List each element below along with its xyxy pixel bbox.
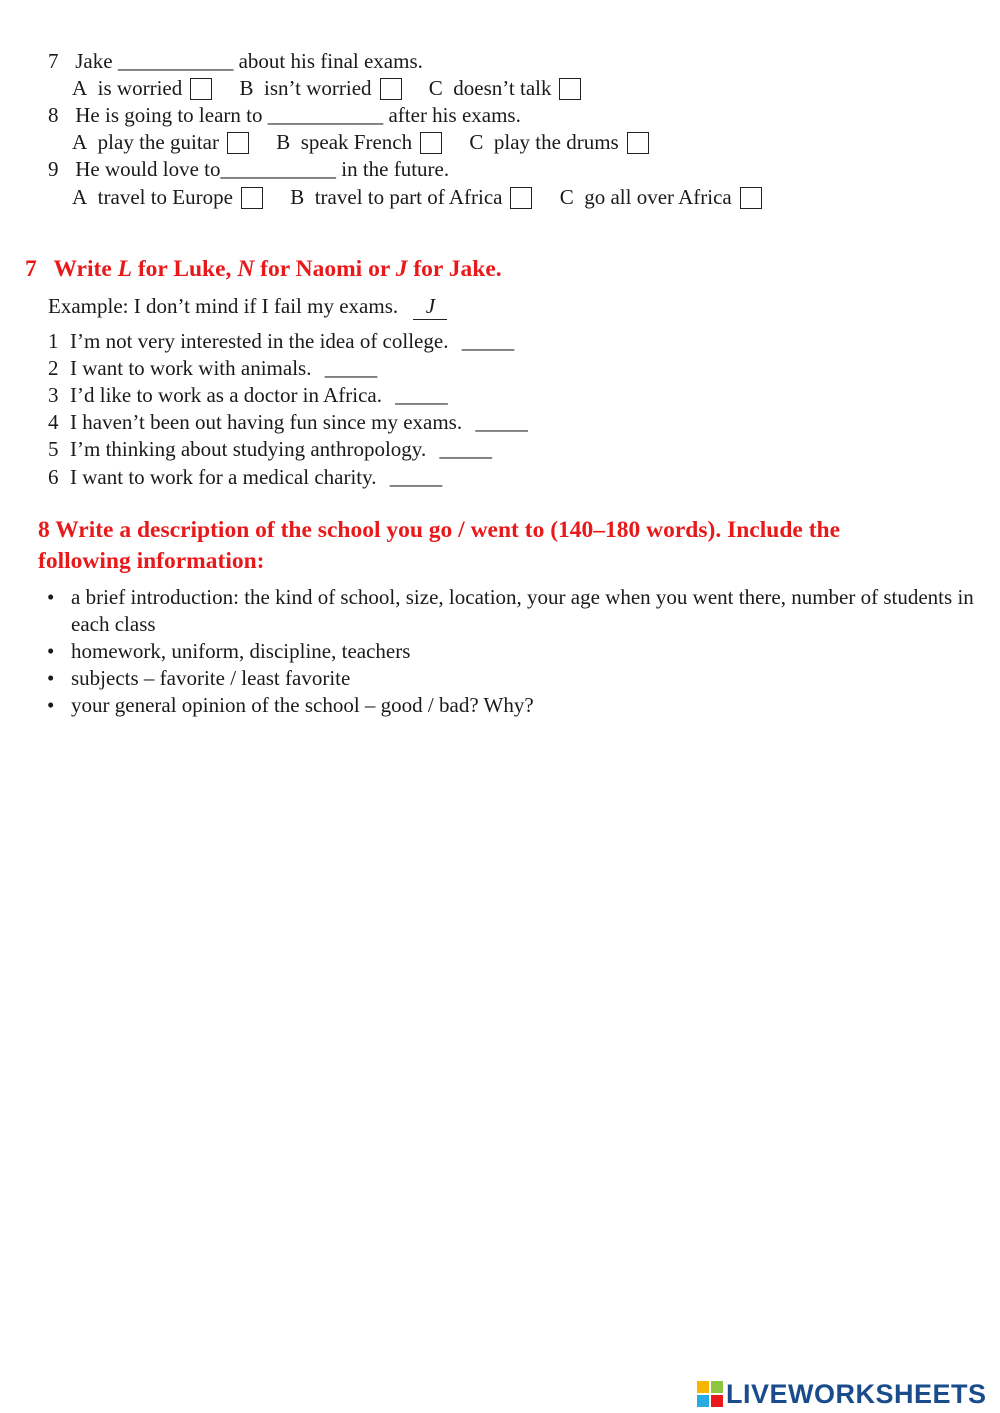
option-c-checkbox[interactable] [740,187,762,209]
option-c-checkbox[interactable] [627,132,649,154]
option-a: A play the guitar [72,129,249,155]
answer-blank: ___________ [117,49,234,73]
question-number: 7 [48,49,59,73]
bullet-item: subjects – favorite / least favorite [71,666,351,690]
option-b-checkbox[interactable] [420,132,442,154]
question-text-pre: He is going to learn to [75,103,263,127]
question-7-options [72,75,581,101]
bullet-marker: • [47,693,55,717]
question-8 [48,102,521,128]
bullet-marker: • [47,666,55,690]
option-b: B travel to part of Africa [290,184,532,210]
option-a: A is worried [72,75,212,101]
bullet-item: homework, uniform, discipline, teachers [71,639,411,663]
question-number: 9 [48,157,59,181]
exercise-8-heading-line2: following information: [38,548,265,574]
question-text-post: in the future. [341,157,450,181]
question-text-post: after his exams. [388,103,521,127]
liveworksheets-logo-text: LIVEWORKSHEETS [726,1378,987,1409]
option-b-checkbox[interactable] [510,187,532,209]
option-a-checkbox[interactable] [241,187,263,209]
question-number: 8 [48,103,59,127]
exercise-7-item: 5 I’m thinking about studying anthropology. _____ [48,437,492,461]
option-c: C play the drums [469,129,648,155]
answer-blank[interactable]: _____ [395,383,448,407]
exercise-7-item: 2 I want to work with animals. _____ [48,356,378,380]
exercise-7-item: 3 I’d like to work as a doctor in Africa. _____ [48,383,448,407]
exercise-7-item: 6 I want to work for a medical charity. _____ [48,465,443,489]
option-b-checkbox[interactable] [380,78,402,100]
bullet-item: a brief introduction: the kind of school, size, location, your age when you went there, number of students in each class [71,585,974,636]
answer-blank[interactable]: _____ [439,437,492,461]
bullet-item: your general opinion of the school – good / bad? Why? [71,693,534,717]
liveworksheets-logo-icon [697,1381,723,1407]
answer-blank: ___________ [267,103,384,127]
exercise-7-example [48,293,447,320]
bullet-marker: • [47,639,55,663]
answer-blank[interactable]: _____ [324,356,378,380]
option-c: C doesn’t talk [429,75,582,101]
exercise-7-item: 4 I haven’t been out having fun since my exams. _____ [48,410,528,434]
option-a-checkbox[interactable] [227,132,249,154]
option-a: A travel to Europe [72,184,263,210]
exercise-7-heading: 7 Write L for Luke, N for Naomi or J for Jake. [25,256,502,282]
question-9 [48,156,449,182]
answer-blank[interactable]: _____ [461,329,515,353]
question-8-options [72,129,649,155]
option-a-checkbox[interactable] [190,78,212,100]
option-c: C go all over Africa [560,184,762,210]
example-text: Example: I don’t mind if I fail my exams. [48,294,399,318]
option-c-checkbox[interactable] [559,78,581,100]
example-answer: J [413,293,447,320]
question-9-options [72,184,762,210]
answer-blank[interactable]: _____ [389,465,443,489]
exercise-7-item: 1 I’m not very interested in the idea of college. _____ [48,329,515,353]
exercise-8-heading-line1: 8 Write a description of the school you go / went to (140–180 words). Include the [38,517,841,543]
question-text-pre: Jake [75,49,113,73]
bullet-marker: • [47,585,55,609]
question-text-post: about his final exams. [238,49,423,73]
option-b: B isn’t worried [240,75,402,101]
answer-blank: ___________ [220,157,336,181]
answer-blank[interactable]: _____ [475,410,528,434]
option-b: B speak French [276,129,442,155]
liveworksheets-logo [697,1378,987,1410]
question-text-pre: He would love to [75,157,221,181]
question-7 [48,48,423,74]
